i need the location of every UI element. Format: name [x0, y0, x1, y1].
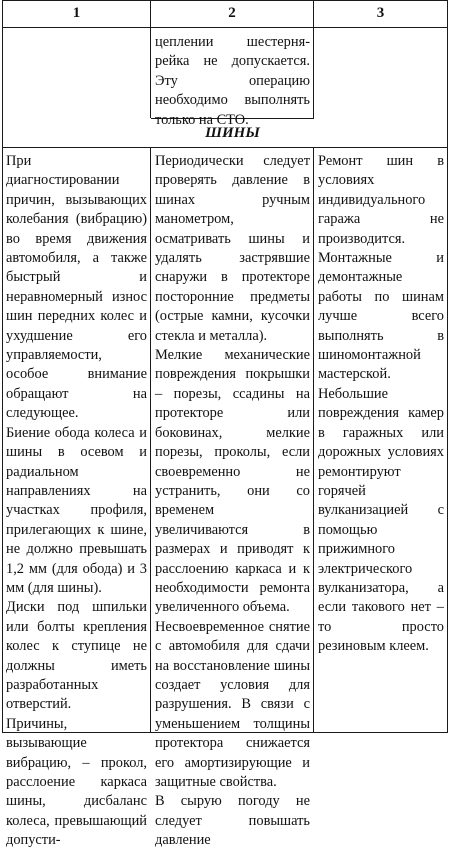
column-1-paragraph: Диски под шпильки или болты крепления колес к ступице не должны иметь разработанных отверстий. — [6, 599, 147, 713]
column-2-paragraph: Мелкие механические повреждения покрышки – порезы, ссадины на протекторе или боковинах, мелкие порезы, проколы, если своевременно не устранить, они со временем увеличиваются в размерах и приводят к расслоению каркаса и к необходимости ремонта увеличенного объема. — [155, 347, 310, 616]
column-1-cell — [6, 152, 147, 849]
table-top-border — [2, 0, 448, 1]
column-3-paragraph: Монтажные и демонтажные работы по шинам лучше всего выполнять в шиномонтажной мастерской. — [318, 250, 444, 383]
section-title: ШИНЫ — [205, 125, 260, 141]
table-left-border — [2, 0, 3, 733]
column-2-paragraph: В сырую погоду не следует повышать давление — [155, 793, 310, 849]
row-divider-section-bottom — [2, 147, 448, 148]
column-divider-2-lower — [313, 147, 314, 733]
continued-paragraph: цеплении шестерня-рейка не допускается. Эту операцию необходимо выполнять только на СТО. — [155, 34, 310, 128]
column-3-cell — [318, 152, 444, 732]
table-right-border — [447, 0, 448, 733]
column-1-paragraph: Причины, вызывающие вибрацию, – прокол, расслоение каркаса шины, дисбаланс колеса, превышающий допусти- — [6, 715, 147, 849]
column-2-cell — [155, 152, 310, 849]
column-3-paragraph: Небольшие повреждения камер в гаражных или дорожных условиях ремонтируют горячей вулканизацией с помощью прижимного электрического вулканизатора, а если такового нет – то просто резиновым клеем. — [318, 385, 444, 655]
column-header-1: 1 — [72, 5, 81, 21]
column-1-paragraph: При диагностировании причин, вызывающих колебания (вибрацию) во время движения автомобиля, а также быстрый и неравномерный износ шин передних колес и ухудшение его управляемости, особое внимание обращают на следующее. — [6, 153, 147, 422]
column-header-3: 3 — [376, 5, 385, 21]
column-2-paragraph: Периодически следует проверять давление в шинах ручным манометром, осматривать шины и удалять застрявшие снаружи в протекторе посторонние предметы (острые камни, кусочки стекла и металла). — [155, 153, 310, 344]
column-1-paragraph: Биение обода колеса и шины в осевом и радиальном направлениях на участках профиля, прилегающих к шине, не должно превышать 1,2 мм (для обода) и 3 мм (для шины). — [6, 424, 147, 596]
column-header-2: 2 — [228, 5, 236, 21]
column-3-paragraph: Ремонт шин в условиях индивидуального гаража не производится. — [318, 153, 444, 247]
continued-text-cell — [155, 33, 310, 128]
header-bottom-border — [2, 27, 448, 28]
column-divider-1-lower — [150, 147, 151, 733]
column-2-paragraph: Несвоевременное снятие с автомобиля для сдачи на восстановление шины создает условия для разрушения. В связи с уменьшением толщины протектора снижается его амортизирующие и защитные свойства. — [155, 618, 310, 790]
